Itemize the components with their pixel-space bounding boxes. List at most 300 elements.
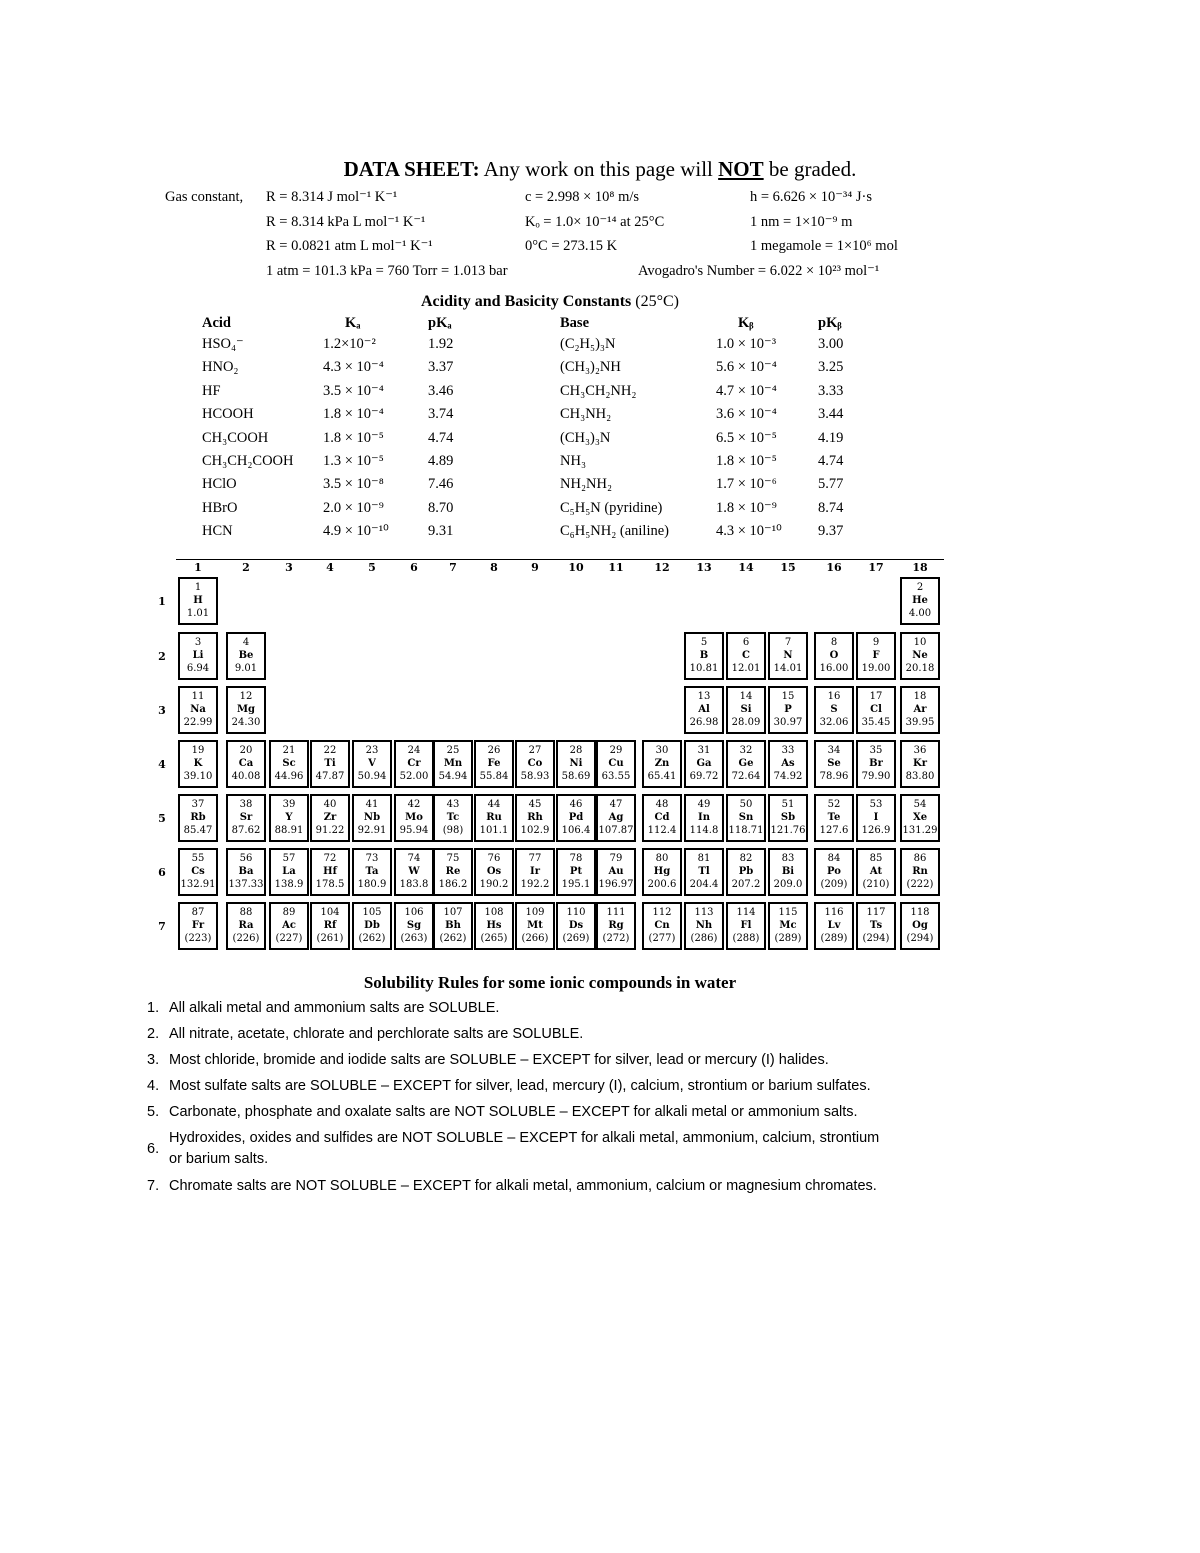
- solubility-rule: [147, 1078, 957, 1098]
- atomic-number: 4: [242, 637, 250, 648]
- element-cell: [900, 740, 940, 788]
- atomic-number: 29: [609, 745, 623, 756]
- atomic-mass: 207.2: [731, 879, 761, 890]
- group-number: 6: [410, 561, 418, 574]
- element-symbol: C: [742, 650, 750, 661]
- element-symbol: W: [408, 866, 420, 877]
- acid-base-temp: (25°C): [635, 293, 679, 310]
- element-cell: [515, 740, 555, 788]
- element-cell: [226, 632, 266, 680]
- rule-text: Most sulfate salts are SOLUBLE – EXCEPT for silver, lead, mercury (I), calcium, strontium or barium sulfates.: [169, 1078, 871, 1094]
- title-text-end: be graded.: [768, 157, 857, 181]
- element-cell: [684, 794, 724, 842]
- atomic-mass: 195.1: [561, 879, 591, 890]
- group-number: 13: [696, 561, 712, 574]
- acid-base-ka-cell: 1.8 × 10⁻⁵: [323, 429, 384, 446]
- rule-text: Carbonate, phosphate and oxalate salts are NOT SOLUBLE – EXCEPT for alkali metal or ammonium salts.: [169, 1104, 858, 1120]
- atomic-mass: 95.94: [399, 825, 429, 836]
- element-cell: [433, 740, 473, 788]
- atomic-number: 85: [869, 853, 883, 864]
- acid-base-pka-cell: 3.37: [428, 359, 454, 376]
- element-symbol: Zr: [323, 812, 337, 823]
- element-cell: [726, 794, 766, 842]
- element-cell: [269, 848, 309, 896]
- element-cell: [178, 632, 218, 680]
- acid-base-ka-cell: 1.8 × 10⁻⁴: [323, 406, 384, 423]
- element-cell: [352, 794, 392, 842]
- group-number: 10: [568, 561, 584, 574]
- acid-base-ka-cell: 1.2×10⁻²: [323, 336, 376, 352]
- element-cell: [856, 686, 896, 734]
- atomic-mass: 178.5: [315, 879, 345, 890]
- element-symbol: Mc: [779, 920, 797, 931]
- atomic-mass: 12.01: [731, 663, 761, 674]
- atomic-number: 11: [191, 691, 205, 702]
- element-symbol: N: [783, 650, 793, 661]
- element-symbol: Db: [364, 920, 380, 931]
- atomic-number: 39: [282, 799, 296, 810]
- period-number: 3: [158, 704, 166, 717]
- element-symbol: Sc: [282, 758, 296, 769]
- element-cell: [684, 740, 724, 788]
- element-cell: [352, 902, 392, 950]
- atm-conversion: 1 atm = 101.3 kPa = 760 Torr = 1.013 bar: [266, 263, 508, 279]
- atomic-number: 79: [609, 853, 623, 864]
- element-symbol: Po: [827, 866, 841, 877]
- element-cell: [642, 794, 682, 842]
- element-cell: [596, 740, 636, 788]
- atomic-number: 6: [742, 637, 750, 648]
- atomic-number: 38: [239, 799, 253, 810]
- acid-base-kb-cell: 1.8 × 10⁻⁹: [716, 499, 777, 516]
- acid-base-base-cell: (CH₃)₂NH: [560, 359, 621, 376]
- group-number: 15: [780, 561, 796, 574]
- atomic-mass: 14.01: [773, 663, 803, 674]
- atomic-mass: 16.00: [819, 663, 849, 674]
- element-cell: [556, 902, 596, 950]
- acid-base-acid-cell: HSO₄⁻: [202, 336, 244, 352]
- element-symbol: Si: [740, 704, 752, 715]
- element-cell: [515, 848, 555, 896]
- group-number: 2: [242, 561, 250, 574]
- atomic-number: 77: [528, 853, 542, 864]
- element-cell: [768, 848, 808, 896]
- acid-base-kb-cell: 3.6 × 10⁻⁴: [716, 406, 777, 423]
- solubility-rule: [147, 1130, 957, 1170]
- atomic-number: 106: [404, 907, 424, 918]
- element-symbol: Hs: [486, 920, 502, 931]
- atomic-mass: 32.06: [819, 717, 849, 728]
- rule-text: Hydroxides, oxides and sulfides are NOT SOLUBLE – EXCEPT for alkali metal, ammonium, calcium, strontium: [169, 1130, 880, 1146]
- atomic-mass: 28.09: [731, 717, 761, 728]
- element-cell: [556, 794, 596, 842]
- atomic-number: 108: [484, 907, 504, 918]
- element-cell: [768, 740, 808, 788]
- element-cell: [642, 848, 682, 896]
- element-cell: [596, 902, 636, 950]
- atomic-mass: (223): [184, 933, 212, 944]
- acid-base-pka-cell: 1.92: [428, 336, 454, 352]
- atomic-number: 86: [913, 853, 927, 864]
- element-cell: [856, 848, 896, 896]
- atomic-mass: 4.00: [908, 608, 932, 619]
- atomic-number: 44: [487, 799, 501, 810]
- element-symbol: Re: [445, 866, 461, 877]
- atomic-number: 12: [239, 691, 253, 702]
- atomic-mass: 9.01: [234, 663, 258, 674]
- atomic-number: 46: [569, 799, 583, 810]
- atomic-mass: (265): [480, 933, 508, 944]
- element-symbol: Se: [827, 758, 841, 769]
- atomic-mass: (226): [232, 933, 260, 944]
- atomic-number: 9: [872, 637, 880, 648]
- element-symbol: Y: [285, 812, 293, 823]
- atomic-mass: 91.22: [315, 825, 345, 836]
- element-symbol: Hf: [323, 866, 337, 877]
- atomic-mass: (209): [820, 879, 848, 890]
- element-cell: [814, 902, 854, 950]
- atomic-number: 109: [525, 907, 545, 918]
- group-number: 4: [326, 561, 334, 574]
- atomic-mass: 107.87: [598, 825, 634, 836]
- atomic-mass: (269): [562, 933, 590, 944]
- acid-base-acid-cell: HBrO: [202, 499, 238, 516]
- element-symbol: Hg: [653, 866, 671, 877]
- atomic-mass: 44.96: [274, 771, 304, 782]
- acid-base-ka-cell: 1.3 × 10⁻⁵: [323, 453, 384, 469]
- atomic-mass: (272): [602, 933, 630, 944]
- group-number: 7: [449, 561, 457, 574]
- atomic-mass: 180.9: [357, 879, 387, 890]
- atomic-mass: (288): [732, 933, 760, 944]
- acid-base-ka-cell: 3.5 × 10⁻⁸: [323, 476, 384, 493]
- element-cell: [226, 740, 266, 788]
- atomic-mass: 87.62: [231, 825, 261, 836]
- element-cell: [726, 740, 766, 788]
- atomic-mass: 196.97: [598, 879, 634, 890]
- atomic-number: 19: [191, 745, 205, 756]
- element-symbol: Nh: [695, 920, 713, 931]
- gas-constant-r2: R = 8.314 kPa L mol⁻¹ K⁻¹: [266, 214, 426, 230]
- atomic-number: 2: [916, 582, 924, 593]
- element-cell: [768, 902, 808, 950]
- acid-base-acid-cell: HF: [202, 382, 221, 399]
- atomic-number: 114: [736, 907, 756, 918]
- acid-base-pka-cell: 8.70: [428, 499, 454, 516]
- group-number: 3: [285, 561, 293, 574]
- element-cell: [814, 740, 854, 788]
- atomic-number: 53: [869, 799, 883, 810]
- atomic-mass: 132.91: [180, 879, 216, 890]
- element-cell: [726, 686, 766, 734]
- rule-number: 3.: [147, 1052, 160, 1068]
- atomic-mass: 137.33: [228, 879, 264, 890]
- atomic-mass: 40.08: [231, 771, 261, 782]
- atomic-number: 42: [407, 799, 421, 810]
- element-symbol: Tc: [446, 812, 460, 823]
- rule-number: 5.: [147, 1104, 160, 1120]
- element-cell: [178, 740, 218, 788]
- atomic-mass: 69.72: [689, 771, 719, 782]
- element-symbol: Lv: [827, 920, 841, 931]
- atomic-mass: (266): [521, 933, 549, 944]
- atomic-mass: 74.92: [773, 771, 803, 782]
- acid-base-pkb-cell: 4.19: [818, 429, 844, 446]
- acid-base-base-cell: CH₃NH₂: [560, 406, 612, 423]
- atomic-number: 89: [282, 907, 296, 918]
- group-number: 18: [912, 561, 928, 574]
- atomic-number: 22: [323, 745, 337, 756]
- solubility-rule: [147, 1178, 957, 1198]
- atomic-number: 32: [739, 745, 753, 756]
- atomic-mass: 83.80: [905, 771, 935, 782]
- period-number: 5: [158, 812, 166, 825]
- rule-number: 6.: [147, 1141, 160, 1157]
- period-number: 4: [158, 758, 166, 771]
- acid-base-pkb-cell: 3.33: [818, 382, 844, 399]
- atomic-mass: 10.81: [689, 663, 719, 674]
- acid-base-acid-cell: HClO: [202, 476, 237, 493]
- atomic-number: 21: [282, 745, 296, 756]
- element-cell: [515, 902, 555, 950]
- atomic-number: 1: [194, 582, 202, 593]
- acid-base-pka-cell: 4.74: [428, 429, 454, 446]
- header-pkb: pKᵦ: [818, 315, 842, 331]
- atomic-number: 24: [407, 745, 421, 756]
- element-cell: [642, 740, 682, 788]
- atomic-mass: 192.2: [520, 879, 550, 890]
- atomic-mass: (98): [442, 825, 464, 836]
- element-cell: [394, 794, 434, 842]
- atomic-mass: 55.84: [479, 771, 509, 782]
- atomic-mass: 1.01: [186, 608, 210, 619]
- element-symbol: La: [282, 866, 296, 877]
- element-symbol: I: [873, 812, 879, 823]
- atomic-mass: 121.76: [770, 825, 806, 836]
- atomic-number: 87: [191, 907, 205, 918]
- element-cell: [269, 902, 309, 950]
- element-symbol: Tl: [698, 866, 710, 877]
- atomic-number: 49: [697, 799, 711, 810]
- atomic-mass: 47.87: [315, 771, 345, 782]
- atomic-number: 30: [655, 745, 669, 756]
- element-cell: [433, 794, 473, 842]
- header-pka: pKₐ: [428, 315, 452, 331]
- atomic-number: 17: [869, 691, 883, 702]
- element-cell: [310, 902, 350, 950]
- element-symbol: Cr: [407, 758, 421, 769]
- solubility-title: Solubility Rules for some ionic compounds in water: [363, 973, 737, 992]
- atomic-mass: 39.95: [905, 717, 935, 728]
- solubility-rule: [147, 1104, 957, 1124]
- element-symbol: Na: [190, 704, 206, 715]
- element-cell: [474, 902, 514, 950]
- periodic-table-top-line: [176, 559, 944, 560]
- element-symbol: O: [829, 650, 839, 661]
- element-symbol: Rn: [912, 866, 928, 877]
- atomic-mass: 190.2: [479, 879, 509, 890]
- element-symbol: Ca: [238, 758, 254, 769]
- element-symbol: Cl: [870, 704, 882, 715]
- element-cell: [474, 848, 514, 896]
- element-symbol: Pd: [568, 812, 584, 823]
- atomic-mass: 209.0: [773, 879, 803, 890]
- atomic-number: 57: [282, 853, 296, 864]
- atomic-number: 35: [869, 745, 883, 756]
- atomic-number: 40: [323, 799, 337, 810]
- atomic-mass: 78.96: [819, 771, 849, 782]
- atomic-mass: (277): [648, 933, 676, 944]
- atomic-number: 37: [191, 799, 205, 810]
- element-cell: [768, 632, 808, 680]
- atomic-mass: 114.8: [689, 825, 719, 836]
- element-cell: [814, 848, 854, 896]
- element-symbol: Cd: [654, 812, 670, 823]
- atomic-number: 25: [446, 745, 460, 756]
- element-cell: [814, 794, 854, 842]
- atomic-mass: 30.97: [773, 717, 803, 728]
- acid-base-pkb-cell: 3.25: [818, 359, 844, 376]
- atomic-number: 73: [365, 853, 379, 864]
- atomic-mass: 85.47: [183, 825, 213, 836]
- acid-base-base-cell: NH₃: [560, 453, 586, 469]
- element-symbol: Ag: [608, 812, 624, 823]
- atomic-number: 48: [655, 799, 669, 810]
- element-cell: [394, 902, 434, 950]
- acid-base-kb-cell: 6.5 × 10⁻⁵: [716, 429, 777, 446]
- atomic-mass: (289): [820, 933, 848, 944]
- element-cell: [900, 577, 940, 625]
- atomic-number: 15: [781, 691, 795, 702]
- atomic-number: 43: [446, 799, 460, 810]
- element-symbol: Sg: [406, 920, 422, 931]
- rule-text: All alkali metal and ammonium salts are SOLUBLE.: [169, 1000, 500, 1016]
- element-symbol: Xe: [912, 812, 928, 823]
- atomic-mass: (210): [862, 879, 890, 890]
- atomic-number: 55: [191, 853, 205, 864]
- megamole-conversion: 1 megamole = 1×10⁶ mol: [750, 238, 898, 254]
- atomic-mass: 72.64: [731, 771, 761, 782]
- group-number: 16: [826, 561, 842, 574]
- element-symbol: He: [912, 595, 928, 606]
- acid-base-acid-cell: CH₃COOH: [202, 429, 269, 446]
- atomic-number: 10: [913, 637, 927, 648]
- acid-base-base-cell: CH₃CH₂NH₂: [560, 382, 637, 399]
- element-cell: [642, 902, 682, 950]
- atomic-mass: (263): [400, 933, 428, 944]
- atomic-number: 28: [569, 745, 583, 756]
- acid-base-kb-cell: 4.7 × 10⁻⁴: [716, 382, 777, 399]
- atomic-number: 26: [487, 745, 501, 756]
- rule-text: All nitrate, acetate, chlorate and perchlorate salts are SOLUBLE.: [169, 1026, 584, 1042]
- rule-text-continued: or barium salts.: [169, 1151, 269, 1167]
- element-symbol: Nb: [363, 812, 381, 823]
- atomic-number: 56: [239, 853, 253, 864]
- element-cell: [856, 794, 896, 842]
- element-symbol: Co: [527, 758, 543, 769]
- atomic-number: 3: [194, 637, 202, 648]
- atomic-number: 88: [239, 907, 253, 918]
- element-symbol: Kr: [913, 758, 927, 769]
- group-number: 17: [868, 561, 884, 574]
- group-number: 8: [490, 561, 498, 574]
- atomic-number: 84: [827, 853, 841, 864]
- element-cell: [178, 794, 218, 842]
- element-symbol: Zn: [654, 758, 670, 769]
- element-symbol: F: [872, 650, 880, 661]
- element-cell: [684, 902, 724, 950]
- atomic-number: 112: [652, 907, 672, 918]
- atomic-number: 80: [655, 853, 669, 864]
- element-cell: [178, 902, 218, 950]
- element-cell: [515, 794, 555, 842]
- acid-base-title-text: Acidity and Basicity Constants: [421, 293, 632, 310]
- group-number: 12: [654, 561, 670, 574]
- atomic-mass: 20.18: [905, 663, 935, 674]
- atomic-number: 16: [827, 691, 841, 702]
- element-cell: [433, 848, 473, 896]
- element-cell: [433, 902, 473, 950]
- atomic-number: 14: [739, 691, 753, 702]
- planck-constant: h = 6.626 × 10⁻³⁴ J·s: [750, 189, 873, 205]
- atomic-number: 82: [739, 853, 753, 864]
- atomic-mass: 58.69: [561, 771, 591, 782]
- acid-base-base-cell: (C₂H₅)₃N: [560, 336, 616, 352]
- acid-base-pkb-cell: 9.37: [818, 523, 844, 540]
- element-cell: [178, 686, 218, 734]
- period-number: 2: [158, 650, 166, 663]
- acid-base-ka-cell: 4.9 × 10⁻¹⁰: [323, 523, 389, 540]
- acid-base-acid-cell: HCN: [202, 523, 233, 540]
- atomic-mass: (289): [774, 933, 802, 944]
- water-constant: Kₒ = 1.0× 10⁻¹⁴ at 25°C: [525, 214, 665, 230]
- element-symbol: Bi: [781, 866, 795, 877]
- acid-base-ka-cell: 3.5 × 10⁻⁴: [323, 382, 384, 399]
- element-symbol: Ir: [530, 866, 540, 877]
- acid-base-pka-cell: 7.46: [428, 476, 454, 493]
- atomic-mass: 88.91: [274, 825, 304, 836]
- element-symbol: Be: [238, 650, 254, 661]
- element-cell: [726, 632, 766, 680]
- atomic-mass: 6.94: [186, 663, 210, 674]
- atomic-number: 18: [913, 691, 927, 702]
- atomic-number: 7: [784, 637, 792, 648]
- atomic-number: 54: [913, 799, 927, 810]
- atomic-number: 34: [827, 745, 841, 756]
- element-cell: [226, 848, 266, 896]
- element-symbol: Rg: [608, 920, 624, 931]
- page-title: [0, 157, 1200, 182]
- atomic-mass: 52.00: [399, 771, 429, 782]
- element-symbol: In: [698, 812, 710, 823]
- period-number: 7: [158, 920, 166, 933]
- element-cell: [474, 794, 514, 842]
- acid-base-base-cell: C₆H₅NH₂ (aniline): [560, 523, 669, 540]
- element-cell: [310, 794, 350, 842]
- element-symbol: Au: [608, 866, 624, 877]
- acid-base-kb-cell: 1.7 × 10⁻⁶: [716, 476, 777, 493]
- element-symbol: Fe: [487, 758, 501, 769]
- group-number: 9: [531, 561, 539, 574]
- element-symbol: K: [193, 758, 203, 769]
- atomic-mass: (227): [275, 933, 303, 944]
- atomic-mass: (262): [358, 933, 386, 944]
- atomic-mass: (261): [316, 933, 344, 944]
- rule-number: 7.: [147, 1178, 160, 1194]
- atomic-number: 78: [569, 853, 583, 864]
- element-symbol: Ni: [569, 758, 583, 769]
- element-symbol: Rb: [190, 812, 206, 823]
